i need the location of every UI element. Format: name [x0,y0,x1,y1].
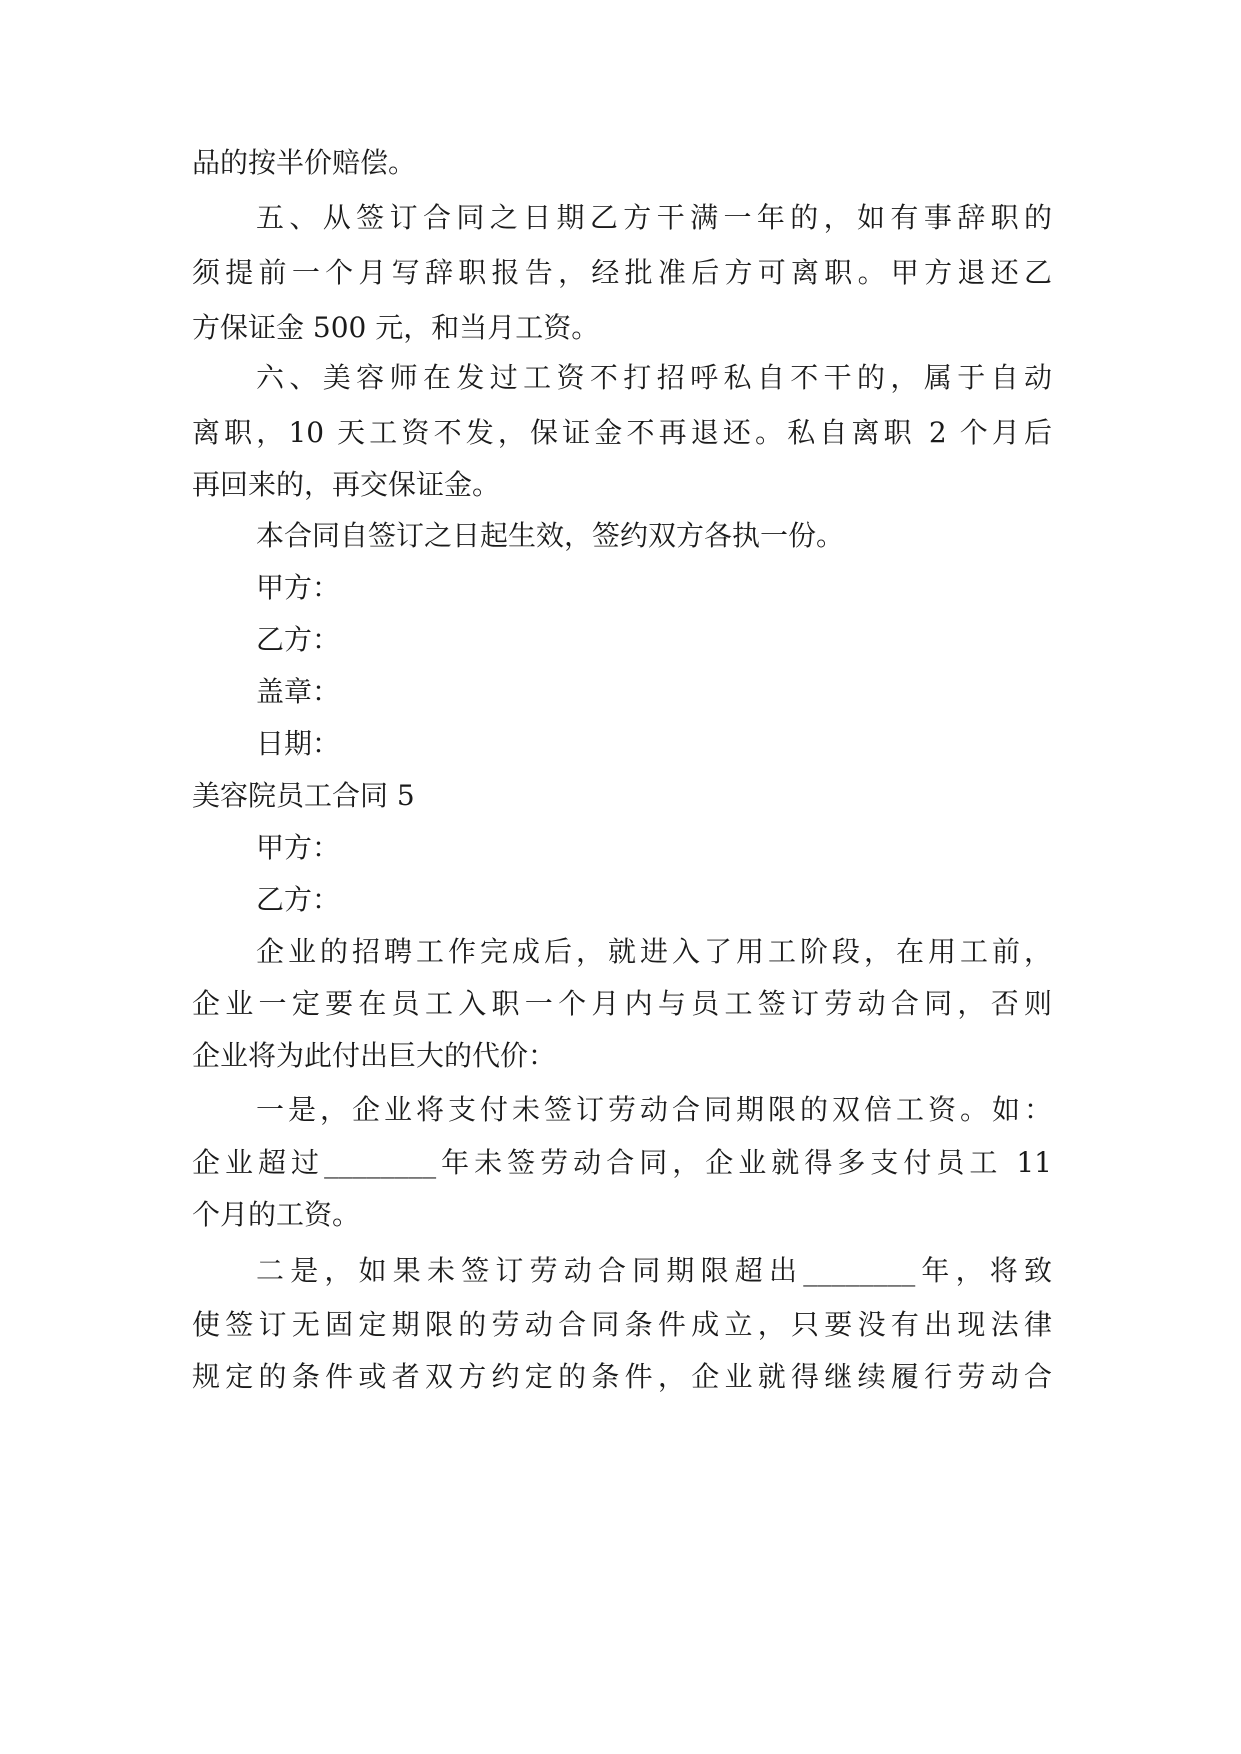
paragraph-line: 二是，如果未签订劳动合同期限超出________年，将致 [256,1254,1052,1287]
paragraph-line: 本合同自签订之日起生效，签约双方各执一份。 [256,519,845,552]
paragraph-line: 企业将为此付出巨大的代价： [192,1039,557,1072]
paragraph-line: 六、美容师在发过工资不打招呼私自不干的，属于自动 [256,361,1052,394]
paragraph-line: 方保证金 500 元，和当月工资。 [192,311,600,344]
signature-label: 盖章： [256,675,341,708]
party-label: 甲方： [256,831,341,864]
paragraph-line: 企业的招聘工作完成后，就进入了用工阶段，在用工前， [256,935,1052,968]
paragraph-line: 离职，10 天工资不发，保证金不再退还。私自离职 2 个月后 [192,416,1052,449]
signature-label: 日期： [256,727,341,760]
paragraph-line: 企业超过________年未签劳动合同，企业就得多支付员工 11 [192,1146,1052,1179]
paragraph-line: 须提前一个月写辞职报告，经批准后方可离职。甲方退还乙 [192,256,1052,289]
paragraph-line: 规定的条件或者双方约定的条件，企业就得继续履行劳动合 [192,1360,1052,1393]
signature-label: 乙方： [256,623,341,656]
paragraph-line: 一是，企业将支付未签订劳动合同期限的双倍工资。如： [256,1093,1052,1126]
paragraph-line: 使签订无固定期限的劳动合同条件成立，只要没有出现法律 [192,1308,1052,1341]
signature-label: 甲方： [256,571,341,604]
party-label: 乙方： [256,883,341,916]
section-heading: 美容院员工合同 5 [192,779,415,812]
paragraph-line: 个月的工资。 [192,1198,361,1231]
paragraph-line: 企业一定要在员工入职一个月内与员工签订劳动合同，否则 [192,987,1052,1020]
paragraph-line: 品的按半价赔偿。 [192,146,417,179]
paragraph-line: 再回来的，再交保证金。 [192,468,501,501]
paragraph-line: 五、从签订合同之日期乙方干满一年的，如有事辞职的 [256,201,1052,234]
